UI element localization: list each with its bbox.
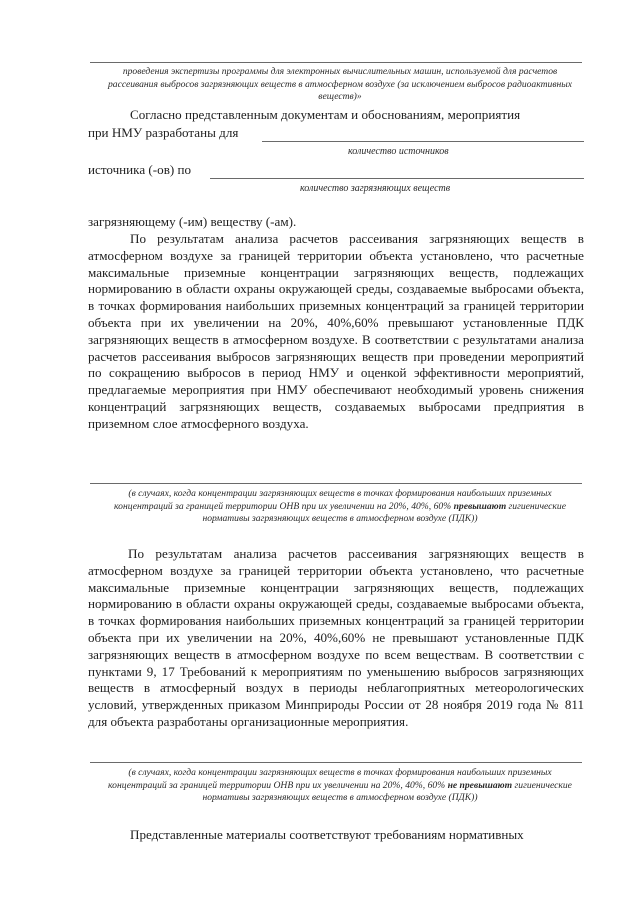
- top-rule: [90, 62, 582, 63]
- sources-fill-line: [262, 141, 584, 142]
- intro-line-1-a: Согласно представленным документам и обоснованиям, мероприятия: [130, 107, 521, 122]
- intro-line-1-b: при НМУ разработаны для: [88, 125, 239, 140]
- intro-line-3: загрязняющему (-им) веществу (-ам).: [88, 214, 297, 229]
- exceed-note-rule: [90, 483, 582, 484]
- paragraph-exceed: По результатам анализа расчетов рассеивания загрязняющих веществ в атмосферном воздухе за границей территории объекта установлено, что расчетные максимальные приземные концентрации загрязняющих веществ, подлежащих нормированию в области охраны окружающей среды, создаваемые выбросами объекта, в точках формирования наибольших приземных концентраций за границей территории объекта при их увеличении на 20%, 40%,60% превышают установленные ПДК загрязняющих веществ в атмосферном воздухе. В соответствии с результатами анализа расчетов рассеивания выбросов загрязняющих веществ при проведении мероприятий по сокращению выбросов в период НМУ и оценкой эффективности мероприятий, предлагаемые мероприятия при НМУ обеспечивают необходимый уровень снижения концентраций загрязняющих веществ, создаваемых выбросами предприятия в приземном слое атмосферного воздуха.: [88, 231, 584, 431]
- intro-line-2: источника (-ов) по: [88, 162, 192, 177]
- pollutants-fill-line: [210, 178, 584, 179]
- final-line: Представленные материалы соответствуют требованиям нормативных: [130, 827, 524, 842]
- top-italic-note: проведения экспертизы программы для электронных вычислительных машин, используемой для расчетов рассеивания выбросов загрязняющих веществ в атмосферном воздухе (за исключением выбросов радиоактивных веществ)»: [107, 66, 572, 102]
- paragraph-not-exceed: По результатам анализа расчетов рассеивания загрязняющих веществ в атмосферном воздухе за границей территории объекта установлено, что расчетные максимальные приземные концентрации загрязняющих веществ, подлежащих нормированию в области охраны окружающей среды, создаваемые выбросами объекта, в точках формирования наибольших приземных концентраций за границей территории объекта при их увеличении на 20%, 40%,60% не превышают установленные ПДК загрязняющих веществ в атмосферном воздухе по всем веществам. В соответствии с пунктами 9, 17 Требований к мероприятиям по уменьшению выбросов загрязняющих веществ в атмосферный воздух в периоды неблагоприятных метеорологических условий, утвержденных приказом Минприроды России от 28 ноября 2019 года № 811 для объекта разработаны организационные мероприятия.: [88, 546, 584, 729]
- exceed-note-text-before: (в случаях, когда концентрации загрязняющих веществ в точках формирования наибольших приземных концентраций за границей территории ОНВ при их увеличении на 20%, 40%, 60%: [114, 488, 552, 512]
- not-exceed-italic-note: [100, 767, 580, 805]
- not-exceed-note-rule: [90, 762, 582, 763]
- not-exceed-note-text-after: гигиенические нормативы загрязняющих веществ в атмосферном воздухе (ПДК)): [202, 779, 572, 803]
- exceed-italic-note: [100, 488, 580, 526]
- exceed-note-text-after: гигиенические нормативы загрязняющих веществ в атмосферном воздухе (ПДК)): [202, 500, 566, 524]
- caption-pollutants-count: количество загрязняющих веществ: [300, 183, 451, 194]
- not-exceed-note-text-before: (в случаях, когда концентрации загрязняющих веществ в точках формирования наибольших приземных концентраций за границей территории ОНВ при их увеличении на 20%, 40%, 60%: [108, 767, 552, 791]
- exceed-note-bold-word: превышают: [453, 500, 507, 512]
- not-exceed-note-bold-words: не превышают: [447, 779, 513, 791]
- caption-sources-count: количество источников: [348, 146, 449, 157]
